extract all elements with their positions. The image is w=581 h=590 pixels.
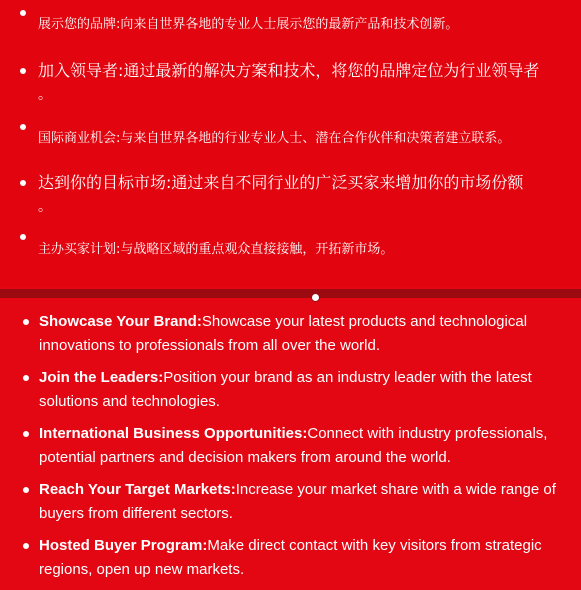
cn-item-text: 主办买家计划:与战略区域的重点观众直接接触，开拓新市场。: [38, 242, 394, 257]
en-item-title: Join the Leaders:: [39, 369, 164, 386]
bullet-icon: [23, 487, 29, 493]
bullet-icon: [20, 234, 26, 240]
en-item-body: [39, 366, 563, 414]
bullet-icon: [23, 319, 29, 325]
en-item-body: [39, 422, 563, 470]
en-item-body: [39, 310, 563, 358]
cn-item-text: 国际商业机会:与来自世界各地的行业专业人士、潜在合作伙伴和决策者建立联系。: [38, 131, 511, 146]
chinese-section: [0, 0, 581, 287]
en-item-text: Position your brand as an industry leader with the latest solutions and technologies.: [39, 369, 532, 410]
section-divider: [0, 289, 581, 298]
english-section: [0, 310, 581, 590]
cn-item-continuation: 。: [38, 199, 52, 215]
en-item-body: [39, 478, 563, 526]
en-list-item: [0, 366, 581, 414]
bullet-icon: [20, 180, 26, 186]
bullet-icon: [23, 543, 29, 549]
en-item-title: Showcase Your Brand:: [39, 313, 202, 330]
en-item-text: Increase your market share with a wide range of buyers from different sectors.: [39, 481, 556, 522]
en-item-text: Connect with industry professionals, potential partners and decision makers from around the world.: [39, 425, 548, 466]
en-item-body: [39, 534, 563, 582]
bullet-icon: [20, 68, 26, 74]
en-list-item: [0, 478, 581, 526]
cn-item-text: 加入领导者:通过最新的解决方案和技术，将您的品牌定位为行业领导者: [38, 61, 540, 80]
bullet-icon: [20, 124, 26, 130]
bullet-icon: [23, 375, 29, 381]
divider-dot-icon: [311, 293, 320, 302]
cn-item-text: 展示您的品牌:向来自世界各地的专业人士展示您的最新产品和技术创新。: [38, 17, 459, 32]
en-list-item: [0, 422, 581, 470]
en-item-text: Make direct contact with key visitors from strategic regions, open up new markets.: [39, 537, 542, 578]
en-item-title: Hosted Buyer Program:: [39, 537, 208, 554]
cn-item-text: 达到你的目标市场:通过来自不同行业的广泛买家来增加你的市场份额: [38, 173, 524, 192]
en-item-title: International Business Opportunities:: [39, 425, 308, 442]
en-list-item: [0, 310, 581, 358]
cn-item-continuation: 。: [38, 87, 52, 103]
bullet-icon: [20, 10, 26, 16]
bullet-icon: [23, 431, 29, 437]
en-list-item: [0, 534, 581, 582]
en-item-text: Showcase your latest products and technological innovations to professionals from all over the world.: [39, 313, 528, 354]
en-item-title: Reach Your Target Markets:: [39, 481, 236, 498]
